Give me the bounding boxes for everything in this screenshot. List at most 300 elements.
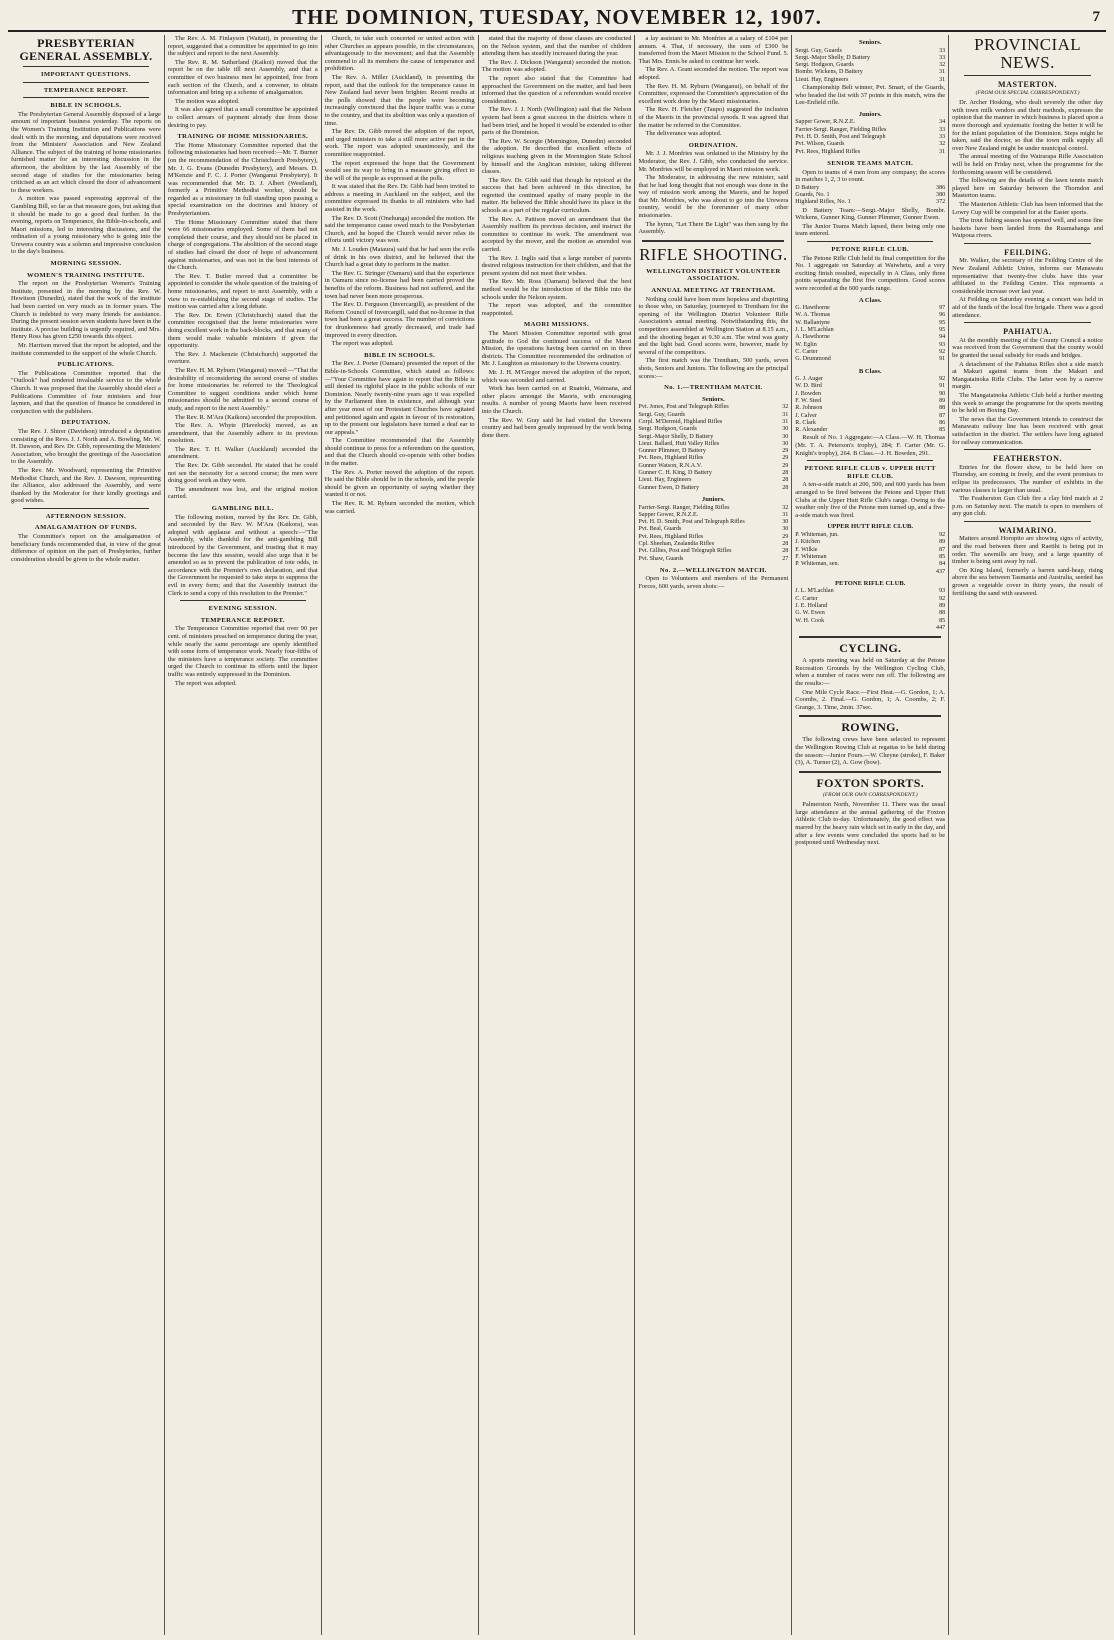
score-value: 30 [782, 526, 789, 533]
paragraph: Mr. Walker, the secretary of the Feilding Centre of the New Zealand Athletic Union, informs our Manawatu representative that twenty-five clubs have this year affiliated to the Feilding Centre. This represents a considerable increase over last year. [952, 257, 1104, 295]
paragraph: The Rev. T. H. Walker (Auckland) seconded the amendment. [167, 445, 318, 461]
subheading: MAORI MISSIONS. [524, 321, 589, 329]
paragraph: At the monthly meeting of the County Council a notice was received from the Government that the county would be granted the usual subsidy for roads and bridges. [952, 336, 1104, 359]
paragraph: The following motion, moved by the Rev. Dr. Gibb, and seconded by the Rev. W. M'Ara (Kaikora), was adopted with applause and without a speech:—"The Assembly, while thankful for the anti-gambling Bill introduced by the Government, and trusting that it may become the law this session, would also urge that it be amended so as to prevent the publication of tote odds, in accordance with the Premier's own declaration, and that the Government be requested to take steps to suppress the evil in every form; and that the Assembly instruct the Clerk to send a copy of this resolution to the Premier." [167, 513, 318, 597]
total-value: 447 [936, 624, 946, 631]
subheading: AMALGAMATION OF FUNDS. [34, 524, 137, 532]
paragraph: The annual meeting of the Wairarapa Rifle Association will be held on Friday next, when the programme for the forthcoming season will be considered. [952, 153, 1104, 176]
score-row [638, 426, 788, 433]
competitor-name: Sapper Gower, R.N.Z.E. [638, 511, 699, 518]
score-row [795, 77, 945, 84]
score-value: 29 [782, 448, 789, 455]
competitor-name: J. L. M'Lachlan [795, 327, 834, 334]
paragraph: The Rev. H. M. Ryburn (Wanganui) moved:—"That the desirability of reconsidering the second course of studies for home missionaries be referred to the Theological Committee to suggest conditions under which home missionaries should be admitted to a second course of study, and report to the next Assembly." [167, 366, 318, 412]
score-row [795, 327, 945, 334]
score-row [638, 463, 788, 470]
competitor-name: Lieut. Ballard, Hutt Valley Rifles [638, 440, 720, 447]
score-row [638, 534, 788, 541]
score-heading: B Class. [858, 367, 882, 375]
subheading: ORDINATION. [688, 141, 738, 149]
paragraph: The report expressed the hope that the Government would see its way to bring in a measure giving effect to the will of the people as expressed at the polls. [324, 159, 475, 182]
score-row [795, 119, 945, 126]
competitor-name: R. Clark [795, 419, 816, 426]
byline: (FROM OUR SPECIAL CORRESPONDENT.) [975, 89, 1080, 96]
masthead [8, 4, 1106, 32]
column-6 [792, 35, 949, 1635]
paragraph: The Publications Committee reported that the "Outlook" had rendered invaluable service to the whole Church. It was proposed that the Assembly should elect a Publications Committee of four ministers and four laymen, and that the question of finance be considered in conjunction with the publishers. [11, 369, 161, 415]
divider [799, 771, 941, 773]
score-value: 28 [782, 548, 789, 555]
paragraph: The Petone Rifle Club held its final competition for the No. 1 aggregate on Saturday at Waiwhetu, and a very exciting finish resulted, especially in A Class, only three points separating the first five competitors. Good scores were recorded at the 600 yards range. [795, 254, 946, 292]
score-row [795, 134, 945, 141]
competitor-name: G. W. Ewen [795, 610, 825, 617]
paragraph: The first match was the Trentham, 500 yards, seven shots, Seniors and Juniors. The following are the principal scores:— [638, 357, 789, 380]
score-value: 33 [939, 134, 946, 141]
competitor-name: W. Eglin [795, 341, 817, 348]
competitor-name: W. H. Cook [795, 617, 825, 624]
competitor-name: Pvt. Rees, Highland Rifles [638, 455, 704, 462]
subheading: PUBLICATIONS. [57, 361, 115, 369]
paragraph: It was also agreed that a small committee be appointed to collect arrears of payment already due from those desiring to pay. [167, 106, 318, 129]
divider [23, 82, 149, 83]
score-row [795, 596, 945, 603]
score-value: 87 [939, 412, 946, 419]
paragraph: Dr. Archer Hosking, who dealt severely the other day with town milk vendors and their methods, expresses the opinion that the manner in which business is placed upon a more thorough and systematic footing the better it will be for the infant population of the Dominion. Steps might be taken, said the doctor, so that the town milk supply all over New Zealand might be under municipal control. [952, 99, 1104, 152]
score-heading: Juniors. [858, 110, 882, 118]
score-row [638, 412, 788, 419]
paragraph: The report was adopted. [174, 679, 237, 687]
paragraph: The following are the details of the lawn tennis match played here on Saturday between the Thorndon and Masterton teams. [952, 177, 1104, 200]
score-value: 31 [782, 411, 789, 418]
score-list [638, 404, 788, 492]
score-value: 92 [939, 532, 946, 539]
score-row [795, 383, 945, 390]
paragraph: Championship Belt winner, Pvt. Smart, of the Guards, who headed the list with 37 points in this match, wins the Lee-Enfield rifle. [795, 84, 946, 107]
competitor-name: G. J. Auger [795, 376, 824, 383]
score-value: 31 [939, 76, 946, 83]
place-heading: PAHIATUA. [1003, 327, 1053, 337]
paragraph: A ten-a-side match at 200, 500, and 600 yards has been arranged to be fired between the Petone and Upper Hutt Clubs at the Upper Hutt Rifle Club's range. Owing to the weather only five of the Petone men turned up, and a five-a-side match was fired. [795, 481, 946, 519]
score-row [638, 441, 788, 448]
paragraph: The Rev. D. Scott (Onehunga) seconded the motion. He said the temperance cause owed much to the Presbyterian Church, and he hoped the Church would never relax its efforts until victory was won. [324, 214, 475, 245]
score-row [795, 398, 945, 405]
competitor-name: Pvt. Beal, Guards [638, 526, 682, 533]
competitor-name: C. Carter [795, 348, 818, 355]
subheading: WELLINGTON DISTRICT VOLUNTEER ASSOCIATION. [646, 267, 781, 283]
score-row [795, 69, 945, 76]
competitor-name: F. W. Steel [795, 398, 822, 404]
divider [964, 243, 1091, 244]
paragraph: The Rev. J. Shirer (Davidson) introduced a deputation consisting of the Revs. J. J. North and A. Bowling, Mr. W. H. Dawson, and Rev. Dr. Gibb, representing the Ministers' Association, who brought the greetings of the Association to the Assembly. [11, 427, 161, 466]
competitor-name: W. A. Thomas [795, 312, 831, 319]
subheading: TEMPERANCE REPORT. [200, 616, 285, 624]
paragraph: The trout fishing season has opened well, and some fine baskets have been landed from the Ruamahanga and Waipoua rivers. [952, 217, 1104, 240]
paragraph: The Rev. J. Inglis said that a large number of parents desired religious instruction for their children, and that the present system did not meet their wishes. [481, 254, 632, 277]
score-value: 93 [939, 588, 946, 595]
score-list [795, 376, 945, 434]
paragraph: D Battery Team:—Sergt.-Major Shelly, Bombr. Wickens, Gunner King, Gunner Plimmer, Gunner Ewen. [795, 206, 946, 222]
place-heading: FEILDING. [1004, 247, 1052, 257]
score-list [795, 119, 945, 155]
paper-title: THE DOMINION, TUESDAY, NOVEMBER 12, 1907. [292, 4, 822, 29]
competitor-name: Sergt. Hodgson, Guards [795, 62, 854, 69]
paragraph: Palmerston North, November 11. There was the usual large attendance at the annual gathering of the Foxton Athletic Club to-day. Unfortunately, the good effect was marred by the heavy rain which set in early in the day, and after a few events were concluded the sports had to be postponed until Wednesday next. [795, 801, 946, 847]
subheading: IMPORTANT QUESTIONS. [40, 71, 131, 78]
score-row [795, 413, 945, 420]
score-row [795, 532, 945, 539]
score-row [795, 603, 945, 610]
divider [964, 449, 1091, 450]
competitor-name: C. Carter [795, 595, 818, 602]
score-row [795, 334, 945, 341]
column-3 [322, 35, 479, 1635]
competitor-name: Pvt. Rees, Highland Rifles [638, 533, 704, 540]
score-value: 89 [939, 539, 946, 546]
article-headline: RIFLE SHOOTING. [639, 244, 788, 264]
paragraph: The Maori Mission Committee reported with great gratitude to God the continued success of the Maori Mission, the operations having been carried on in three districts. The Committee recommended the ordination of Mr. J. Laughton as missionary to the Urewera country. [481, 329, 632, 368]
subheading: ANNUAL MEETING AT TRENTHAM. [651, 287, 776, 295]
competitor-name: Gunner Ewen, D Battery [638, 484, 700, 491]
competitor-name: Lieut. Hay, Engineers [795, 76, 849, 83]
score-row [795, 391, 945, 398]
paragraph: A motion was passed expressing approval of the Gambling Bill, so far as that measure goes, but asking that it should be made to go a good deal further. In the evening, reports on Temperance, the Bible-in-schools, and Maori missions, led to interesting discussions, and the ordination of a young missionary who is going into the Urewera country was a solemn and impressive conclusion to the day's business. [11, 195, 161, 256]
total-value: 437 [936, 568, 946, 575]
score-value: 386 [936, 184, 946, 191]
paragraph: The Rev. W. Scorgie (Mornington, Dunedin) seconded the adoption. He described the excellent effects of religious teaching given in the Mornington State School by himself and the Anglican minister, taking different classes. [481, 137, 632, 176]
subheading: BIBLE IN SCHOOLS. [364, 351, 436, 359]
competitor-name: D Battery [795, 184, 820, 191]
paragraph: The Rev. R. M'Ara (Kaikora) seconded the proposition. [174, 413, 317, 421]
competitor-name: J. E. Holland [795, 602, 828, 609]
paragraph: Work has been carried on at Ruatoki, Waimana, and other places amongst the Maoris, with encouraging results. A number of young Maoris have been received into the Church. [481, 385, 632, 415]
competitor-name: W. Ballantyne [795, 319, 830, 326]
paragraph: The deliverance was adopted. [645, 130, 722, 138]
score-row [795, 55, 945, 62]
score-row [795, 149, 945, 156]
score-value: 32 [939, 141, 946, 148]
competitor-name: Lieut. Hay, Engineers [638, 477, 692, 484]
paragraph: The amendment was lost, and the original motion carried. [167, 485, 318, 501]
score-value: 91 [939, 383, 946, 390]
subheading: No. 1.—TRENTHAM MATCH. [664, 384, 763, 392]
score-row [795, 539, 945, 546]
score-list [638, 505, 788, 563]
score-value: 89 [939, 602, 946, 609]
competitor-name: Sergt.-Major Shelly, D Battery [795, 54, 871, 61]
score-value: 95 [939, 319, 946, 326]
divider [23, 97, 149, 98]
competitor-name: Farrier-Sergt. Ranger, Fielding Rifles [795, 126, 887, 133]
paragraph: The Rev. R. M. Sutherland (Kaikoi) moved that the report be on the table till next Assembly, and that a committee of two business men be appointed, free from each section of the Church, and a convener, to obtain information and bring up a scheme of amalgamation. [167, 58, 318, 97]
score-row [638, 526, 788, 533]
score-value: 33 [939, 47, 946, 54]
score-value: 30 [782, 519, 789, 526]
score-value: 85 [939, 553, 946, 560]
score-row [638, 434, 788, 441]
score-list [795, 185, 945, 207]
score-value: 28 [782, 540, 789, 547]
competitor-name: Pvt. Jones, Post and Telegraph Rifles [638, 404, 729, 411]
score-row [638, 519, 788, 526]
paragraph: The following crews have been selected to represent the Wellington Rowing Club at regattas to be held during the season:—Junior Fours.—W. Cheyne (stroke), F. Baker (3), A. Turner (2), A. Gow (bow). [795, 736, 946, 767]
score-list [795, 48, 945, 84]
score-row [638, 470, 788, 477]
paragraph: Mr. J. Louden (Mataura) said that he had seen the evils of drink in his own district, and he believed that the Church had a great duty to perform in the matter. [324, 246, 475, 269]
score-value: 33 [939, 54, 946, 61]
subheading: SENIOR TEAMS MATCH. [827, 159, 914, 167]
paragraph: The Rev. A. Porter moved the adoption of the report. He said the Bible should be in the schools, and the people should be given an opportunity of saying whether they wanted it or not. [324, 468, 475, 499]
competitor-name: Corpl. M'Dermid, Highland Rifles [638, 418, 723, 425]
paragraph: The Rev. H. M. Ryburn (Wanganui), on behalf of the Committee, expressed the Committee's appreciation of the excellent work done by the Maori missionaries. [638, 82, 789, 105]
subheading: No. 2.—WELLINGTON MATCH. [659, 566, 767, 574]
score-row [795, 305, 945, 312]
paragraph: The news that the Government intends to construct the Manawatu railway line has been received with great satisfaction in the district. The settlers have long agitated for railway communication. [952, 415, 1104, 446]
competitor-name: Gunner Watson, R.N.A.V. [638, 462, 702, 469]
paragraph: The Home Missionary Committee stated that there were 66 missionaries employed. Some of them had not completed their course, and they should not be placed in charge of congregations. The abolition of the second stage of studies had closed the door of hope of advancement against missionaries, and was not in the best interests of the Church. [167, 218, 318, 272]
score-value: 95 [939, 327, 946, 334]
paragraph: The Rev. A. Miller (Auckland), in presenting the report, said that the outlook for the temperance cause in New Zealand had never been brighter. Recent results at the polls showed that the people were becoming increasingly convinced that the liquor traffic was a curse to the country, and that its abolition was only a question of time. [324, 73, 475, 127]
paragraph: The report on the Presbyterian Women's Training Institute, presented in the morning by the Rev. W. Hewitson (Dunedin), stated that the work of the institute had been carried on very much as in former years. The Church is indebted to very many friends for assistance. During the present session seven students have been in the institute. A precise building is urgently required, and Mrs. Henry Ross has given £250 towards this object. [11, 280, 161, 341]
score-heading: Seniors. [702, 395, 725, 403]
divider [799, 636, 941, 638]
score-list [795, 588, 945, 624]
score-heading: Juniors. [701, 495, 725, 503]
subheading: PETONE RIFLE CLUB v. UPPER HUTT RIFLE CLUB. [804, 465, 936, 480]
paragraph: The Moderator, in addressing the new minister, said that he had long thought that not enough was done in the way of mission work among the Maoris, and he hoped that Mr. Monfries, who was about to go into the Urewera country, would be the forerunner of many other missionaries. [638, 174, 789, 220]
paragraph: The Rev. J. Porter (Oamaru) presented the report of the Bible-in-Schools Committee, which stated as follows:—"Your Committee have again to report that the Bible is still denied its rightful place in the public schools of our Dominion. Nearly twenty-nine years ago it was expelled by the Parliament then in existence, and although year after year most of our Protestant Churches have agitated and petitioned again and again in favour of its restoration, up to the present our legislators have turned a deaf ear to our appeals." [324, 360, 475, 436]
competitor-name: Sergt. Guy, Guards [638, 411, 685, 418]
competitor-name: F. Whiteman [795, 553, 827, 560]
score-value: 97 [939, 305, 946, 312]
paragraph: At Feilding on Saturday evening a concert was held in aid of the funds of the local fire brigade. There was a good attendance. [952, 296, 1104, 319]
column-5 [635, 35, 792, 1635]
article-headline: CYCLING. [839, 641, 902, 656]
score-row [795, 141, 945, 148]
score-list [795, 305, 945, 363]
score-row [638, 548, 788, 555]
paragraph: Matters around Horopito are showing signs of activity, and the road between there and Raetihi is being put in order. The sawmills are busy, and a large quantity of timber is being sent away by rail. [952, 535, 1104, 566]
score-value: 33 [939, 126, 946, 133]
column-1 [8, 35, 165, 1635]
paragraph: The Rev. W. Gray said he had visited the Urewera country and had been greatly impressed by the work being done there. [481, 416, 632, 439]
divider [964, 521, 1091, 522]
score-heading: Seniors. [858, 39, 882, 46]
score-row [795, 420, 945, 427]
competitor-name: J. Kitchen [795, 539, 821, 546]
competitor-name: Pvt. Wilson, Guards [795, 141, 845, 148]
paragraph: The Rev. A. Pattison moved an amendment that the Assembly reaffirm its previous decision, and instruct the committee to continue its work. The amendment was accepted by the mover, and the motion as amended was carried. [481, 215, 632, 254]
competitor-name: P. Whiteman, sen. [795, 561, 840, 568]
divider [642, 240, 784, 242]
score-value: 87 [939, 546, 946, 553]
score-value: 380 [936, 192, 946, 199]
paragraph: On King Island, formerly a barren sand-heap, rising above the sea between Tasmania and Australia, seeded has grown a vegetable cover in thirty years, the result of fertilising the sand with seaweed. [952, 566, 1104, 597]
score-row [795, 588, 945, 595]
paragraph: The Rev. J. J. North (Wellington) said that the Nelson system had been a great success in the districts where it had been tried, and he hoped it would be extended to other parts of the Dominion. [481, 106, 632, 137]
competitor-name: Pvt. Gillies, Post and Telegraph Rifles [638, 548, 732, 555]
score-value: 85 [939, 427, 946, 434]
divider [799, 715, 941, 717]
paragraph: The Rev. A. M. Finlayson (Waitati), in presenting the report, suggested that a committee be appointed to go into the subject and report to the next Assembly. [167, 35, 318, 58]
score-value: 94 [939, 334, 946, 341]
score-row [795, 356, 945, 363]
competitor-name: Pvt. H. D. Smith, Post and Telegraph Rifles [638, 519, 745, 526]
score-total [795, 625, 945, 632]
score-list [795, 532, 945, 568]
subheading: BIBLE IN SCHOOLS. [50, 102, 122, 110]
competitor-name: R. Johnson [795, 405, 823, 412]
score-heading: PETONE RIFLE CLUB. [835, 579, 906, 587]
score-value: 85 [939, 617, 946, 624]
paragraph: Result of No. 1 Aggregate:—A Class.—W. H. Thomas (Mr. T. A. Peterson's trophy), 284; F. Carter (Mr. G. Knight's trophy), 264. B Class.—J. H. Bowden, 291. [795, 434, 946, 457]
score-value: 86 [939, 419, 946, 426]
paragraph: Mr. J. H. M'Gregor moved the adoption of the report, which was seconded and carried. [481, 368, 632, 384]
paragraph: The Rev. T. Butler moved that a committee be appointed to consider the whole question of the training of home missionaries, and report to next Assembly, with a view to re-establishing the second stage of studies. The motion was carried after a long debate. [167, 272, 318, 311]
score-row [638, 477, 788, 484]
score-value: 88 [939, 610, 946, 617]
score-value: 28 [782, 470, 789, 477]
score-row [795, 312, 945, 319]
score-value: 30 [782, 440, 789, 447]
subheading: TRAINING OF HOME MISSIONARIES. [177, 133, 309, 141]
paragraph: Mr. Harrison moved that the report be adopted, and the institute commended to the support of the whole Church. [11, 342, 161, 357]
score-value: 88 [939, 405, 946, 412]
paragraph: A sports meeting was held on Saturday at the Petone Recreation Grounds by the Wellington Cycling Club, when a number of races were run off. The following are the results:— [795, 657, 946, 687]
paragraph: The Rev. D. Ferguson (Invercargill), as president of the Reform Council of Invercargill, said that no-license in that town had been a great success. The number of convictions for drunkenness had greatly decreased, and trade had improved in every direction. [324, 301, 475, 339]
competitor-name: Gunner C. H. King, D Battery [638, 470, 712, 477]
article-headline: FOXTON SPORTS. [816, 775, 925, 790]
score-total [795, 569, 945, 576]
score-value: 31 [939, 69, 946, 76]
paragraph: Entries for the flower show, to be held here on Thursday, are coming in freely, and the event promises to eclipse its predecessors. The number of exhibits in the various classes is larger than usual. [952, 463, 1104, 494]
paragraph: The Junior Teams Match lapsed, there being only one team entered. [795, 222, 946, 238]
score-row [795, 610, 945, 617]
paragraph: Open to Volunteers and members of the Permanent Forces, 600 yards, seven shots:— [638, 575, 789, 591]
score-row [795, 62, 945, 69]
divider [23, 66, 149, 67]
paragraph: The Rev. A. Whyte (Havelock) moved, as an amendment, that the Assembly adhere to its previous resolution. [167, 422, 318, 445]
score-row [795, 199, 945, 206]
competitor-name: J. Bowden [795, 390, 822, 397]
competitor-name: Cpl. Sheehan, Zealandia Rifles [638, 540, 715, 547]
score-value: 92 [939, 348, 946, 355]
divider [180, 600, 306, 601]
competitor-name: Sapper Gower, R.N.Z.E. [795, 119, 856, 126]
divider [23, 508, 149, 509]
score-heading: A Class. [858, 296, 882, 304]
score-value: 32 [939, 62, 946, 69]
page-number: 7 [1092, 8, 1100, 25]
score-value: 29 [782, 455, 789, 462]
score-value: 27 [782, 555, 789, 562]
paragraph: The Rev. A. Grant seconded the motion. The report was adopted. [638, 66, 789, 81]
score-row [795, 427, 945, 434]
article-headline: ROWING. [841, 720, 900, 735]
subheading: WOMEN'S TRAINING INSTITUTE. [27, 271, 145, 279]
competitor-name: F. Wilkie [795, 546, 818, 553]
subheading: PETONE RIFLE CLUB. [831, 245, 910, 253]
competitor-name: Pvt. H. D. Smith, Post and Telegraph [795, 134, 886, 141]
subheading: GAMBLING BILL. [211, 505, 274, 513]
paragraph: The Rev. Dr. Gibb moved the adoption of the report, and urged ministers to take a still more active part in the work. The report was adopted unanimously, and the committee reappointed. [324, 128, 475, 158]
columns [8, 35, 1106, 1635]
score-value: 372 [936, 199, 946, 206]
paragraph: The Committee's report on the amalgamation of beneficiary funds recommended that, in view of the great difference of opinion on the part of Presbyteries, further consideration should be given to the whole matter. [11, 533, 161, 563]
paragraph: Open to teams of 4 men from any company; the scores in matches 1, 2, 3 to count. [795, 168, 946, 184]
paragraph: Nothing could have been more hopeless and dispiriting to those who, on Saturday, journeyed to Trentham for the opening of the Wellington District Volunteer Rifle Association's annual meeting. Notwithstanding this, the competitors assembled at Wellington Station at 8.15 a.m., and the shooting began at 9.30 a.m. The wind was gusty and the light bad. Good scores were, however, made by several of the competitors. [638, 295, 789, 356]
paragraph: The motion was adopted. [174, 97, 240, 105]
column-4 [479, 35, 636, 1635]
paragraph: The hymn, "Let There Be Light" was then sung by the Assembly. [638, 220, 789, 236]
score-value: 31 [782, 418, 789, 425]
score-value: 92 [939, 595, 946, 602]
score-row [795, 342, 945, 349]
place-heading: FEATHERSTON. [993, 454, 1063, 464]
paragraph: The Rev. Dr. Erwin (Christchurch) stated that the committee recognised that the home missionaries were doing excellent work in the back-blocks, and that many of them would make valuable ministers if given the opportunity. [167, 311, 318, 350]
subheading: EVENING SESSION. [208, 605, 277, 613]
subheading: MORNING SESSION. [50, 260, 122, 268]
score-row [795, 618, 945, 625]
subheading: AFTERNOON SESSION. [45, 512, 127, 520]
paragraph: The Rev. G. Stringer (Oamaru) said that the experience in Oamaru since no-license had been carried proved the benefits of the reform. Business had not suffered, and the town had never been more prosperous. [324, 269, 475, 300]
score-value: 28 [782, 484, 789, 491]
score-row [638, 512, 788, 519]
score-value: 34 [939, 119, 946, 126]
article-headline: PROVINCIAL NEWS. [974, 35, 1082, 72]
score-value: 92 [939, 376, 946, 383]
paragraph: The Rev. H. Fletcher (Taupo) suggested the inclusion of the Maoris in the provincial synods. It was agreed that the matter be referred to the Committee. [638, 106, 789, 129]
paragraph: The Masterton Athletic Club has been informed that the Lowry Cup will be competed for at the Easter sports. [952, 200, 1104, 216]
score-row [638, 556, 788, 563]
paragraph: The Rev. Dr. Gibb said that though he rejoiced at the success that had been achieved in this direction, he regretted the continued apathy of many people in the matter. He believed the Bible should have its place in the schools as a part of the regular curriculum. [481, 176, 632, 215]
byline: (FROM OUR OWN CORRESPONDENT.) [822, 791, 918, 798]
paragraph: The report was adopted, and the committee reappointed. [481, 302, 632, 317]
competitor-name: Pvt. Shaw, Guards [638, 555, 684, 562]
competitor-name: Pvt. Rees, Highland Rifles [795, 148, 861, 155]
score-row [795, 561, 945, 568]
paragraph: The Presbyterian General Assembly disposed of a large amount of important business yesterday. The reports on the Women's Training Institution and Publications were dealt with in the morning, and deputations were received from the Ministers' Association and New Zealand Alliance. The subject of the training of home missionaries furnished matter for an interesting discussion in the afternoon, the abolition by the last Assembly of the second stage of studies for the missionaries being criticised as an act which closed the door of advancement to these workers. [11, 110, 161, 194]
competitor-name: Guards, No. 1 [795, 192, 830, 199]
score-value: 30 [782, 426, 789, 433]
subheading: DEPUTATION. [61, 419, 111, 427]
paragraph: The Mangatainoka Athletic Club held a further meeting this week to arrange the programme for the sports meeting to be held on Boxing Day. [952, 391, 1104, 415]
paragraph: The Temperance Committee reported that over 90 per cent. of ministers preached on temperance during the year, while nearly the same percentage are openly identified with some form of temperance work. Nearly four-fifths of the ministers have a temperance society. The committee urged the Church to continue its efforts until the liquor traffic was entirely suppressed in the Dominion. [167, 625, 318, 678]
score-value: 31 [782, 511, 789, 518]
score-value: 31 [939, 148, 946, 155]
competitor-name: Sergt.-Major Shelly, D Battery [638, 433, 714, 440]
score-row [638, 419, 788, 426]
competitor-name: J. Calver [795, 412, 817, 419]
score-value: 29 [782, 462, 789, 469]
paragraph: The Rev. J. Dickson (Wanganui) seconded the motion. The motion was adopted. [481, 58, 632, 74]
competitor-name: J. L. M'Lachlan [795, 588, 834, 595]
score-row [795, 547, 945, 554]
divider [964, 75, 1091, 76]
competitor-name: G. Drummond [795, 356, 831, 363]
paragraph: Church, to take such concerted or united action with other Churches as appears possible, in the circumstances, advantageously to the movement; and that the Assembly commend to all its members the cause of temperance and prohibition. [324, 35, 475, 73]
divider [807, 460, 933, 461]
score-row [795, 185, 945, 192]
competitor-name: Gunner Plimmer, D Battery [638, 448, 706, 455]
score-value: 89 [939, 398, 946, 404]
score-row [638, 404, 788, 411]
competitor-name: Sergt. Guy, Guards [795, 47, 842, 54]
score-value: 93 [939, 341, 946, 348]
score-value: 96 [939, 312, 946, 319]
paragraph: The Rev. Dr. Gibb seconded. He stated that he could not see the necessity for a second course; the men were doing good work as they were. [167, 462, 318, 485]
competitor-name: Highland Rifles, No. 1 [795, 199, 851, 206]
paragraph: The Committee recommended that the Assembly should continue to press for a referendum on the question, and that the Church should co-operate with other bodies in the matter. [324, 437, 475, 468]
